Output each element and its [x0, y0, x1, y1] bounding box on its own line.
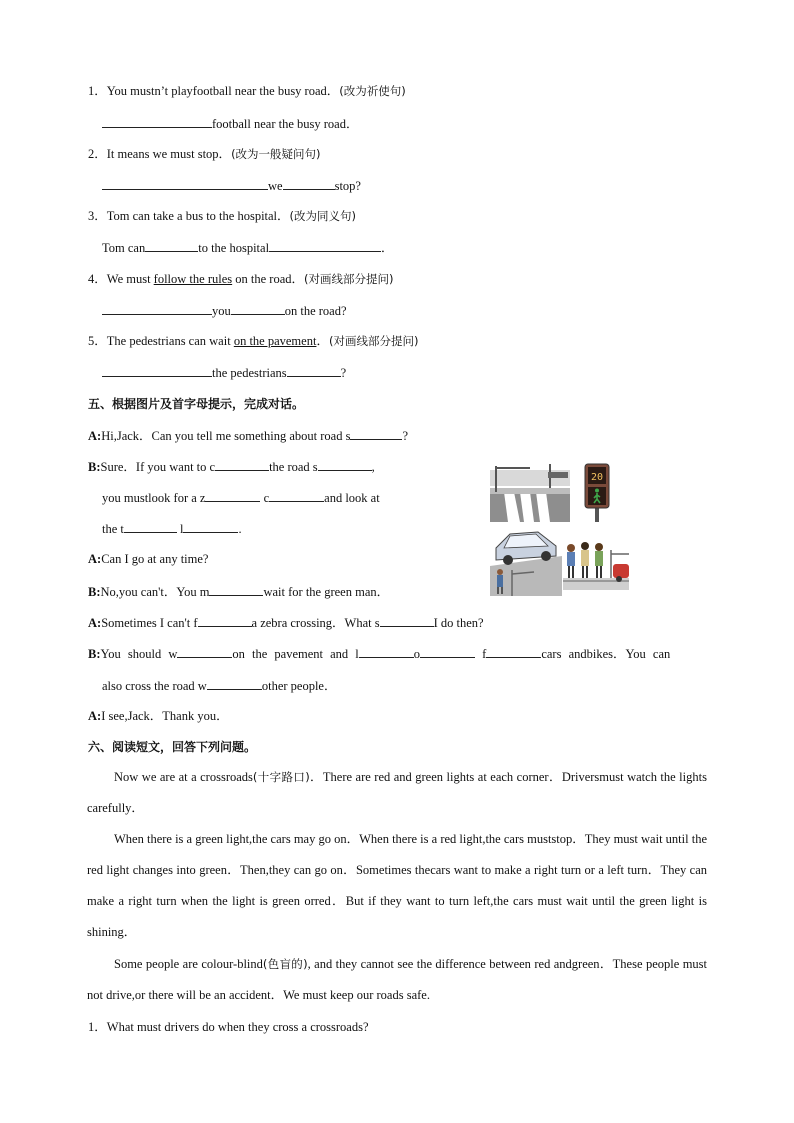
dialog-line: A:Sometimes I can't f a zebra crossing．What s I do then?: [88, 616, 484, 630]
answer-blank[interactable]: [102, 177, 268, 190]
s4-q3-answer: Tom can to the hospital ．: [102, 241, 394, 255]
svg-text:20: 20: [590, 472, 604, 483]
answer-blank[interactable]: [198, 614, 252, 627]
reading-question-1: 1．What must drivers do when they cross a crossroads?: [88, 1020, 369, 1034]
answer-blank[interactable]: [102, 302, 212, 315]
answer-blank[interactable]: [183, 520, 238, 533]
car-picture: [490, 526, 562, 596]
section6-heading: 六、阅读短文，回答下列问题。: [88, 740, 257, 754]
pedestrian-signal-picture: [583, 462, 611, 522]
answer-blank[interactable]: [215, 458, 269, 471]
answer-blank[interactable]: [283, 177, 335, 190]
s4-q2: 2．It means we must stop．(改为一般疑问句): [88, 147, 321, 161]
dialog-line: A:Hi,Jack．Can you tell me something about road s ?: [88, 429, 409, 443]
section5-heading: 五、根据图片及首字母提示，完成对话。: [88, 397, 305, 411]
answer-blank[interactable]: [269, 239, 381, 252]
dialog-line: B:No,you can't．You m wait for the green man．: [88, 585, 390, 599]
answer-blank[interactable]: [486, 645, 541, 658]
answer-blank[interactable]: [207, 677, 262, 690]
answer-blank[interactable]: [231, 302, 285, 315]
dialog-line: the t l .: [102, 522, 242, 536]
answer-blank[interactable]: [205, 489, 260, 502]
dialog-line: also cross the road w other people．: [102, 679, 337, 693]
dialog-line: B:Sure．If you want to c the road s ,: [88, 460, 375, 474]
answer-blank[interactable]: [350, 427, 402, 440]
s4-q5: 5．The pedestrians can wait on the pavement．(对画线部分提问): [88, 334, 419, 348]
pedestrians-picture: [563, 538, 629, 590]
answer-blank[interactable]: [269, 489, 324, 502]
answer-blank[interactable]: [209, 583, 263, 596]
s4-q3: 3．Tom can take a bus to the hospital．(改为同义句): [88, 209, 357, 223]
answer-blank[interactable]: [420, 645, 475, 658]
passage-paragraph-3: Some people are colour-blind(色盲的), and they cannot see the difference between red andgreen．These people must not drive,or there will be an accident．We must keep our roads safe.: [87, 957, 707, 1002]
answer-blank[interactable]: [145, 239, 198, 252]
passage-paragraph-2: When there is a green light,the cars may go on．When there is a red light,the cars muststop．They must wait until the red light changes into green．Then,they can go on．Sometimes thecars want to make a right turn or a left turn．They can make a right turn when the light is green orred．But if they want to turn left,the cars must wait until the green light is shining．: [87, 832, 707, 939]
dialog-line: A:Can I go at any time?: [88, 552, 209, 566]
passage-paragraph-1: Now we are at a crossroads(十字路口)．There are red and green lights at each corner．Driversmust watch the lights carefully．: [87, 770, 707, 815]
answer-blank[interactable]: [359, 645, 414, 658]
answer-blank[interactable]: [318, 458, 372, 471]
s4-q1-answer: football near the busy road．: [102, 115, 359, 132]
s4-q5-answer: the pedestrians ?: [102, 364, 346, 381]
dialog-line: you mustlook for a z c and look at: [102, 491, 380, 505]
s4-q2-answer: we stop?: [102, 177, 361, 194]
answer-blank[interactable]: [124, 520, 177, 533]
s4-q1: 1．You mustn’t playfootball near the busy road．(改为祈使句): [88, 84, 406, 98]
dialog-line: B:You should w on the pavement and l o f cars andbikes．You can: [88, 647, 671, 661]
answer-blank[interactable]: [102, 364, 212, 377]
s4-q4-answer: you on the road?: [102, 302, 347, 319]
answer-blank[interactable]: [287, 364, 341, 377]
dialog-line: A:I see,Jack．Thank you．: [88, 709, 229, 723]
zebra-crossing-picture: [490, 462, 570, 522]
answer-blank[interactable]: [177, 645, 232, 658]
s4-q4: 4．We must follow the rules on the road．(对画线部分提问): [88, 272, 394, 286]
answer-blank[interactable]: [102, 115, 212, 128]
answer-blank[interactable]: [380, 614, 434, 627]
